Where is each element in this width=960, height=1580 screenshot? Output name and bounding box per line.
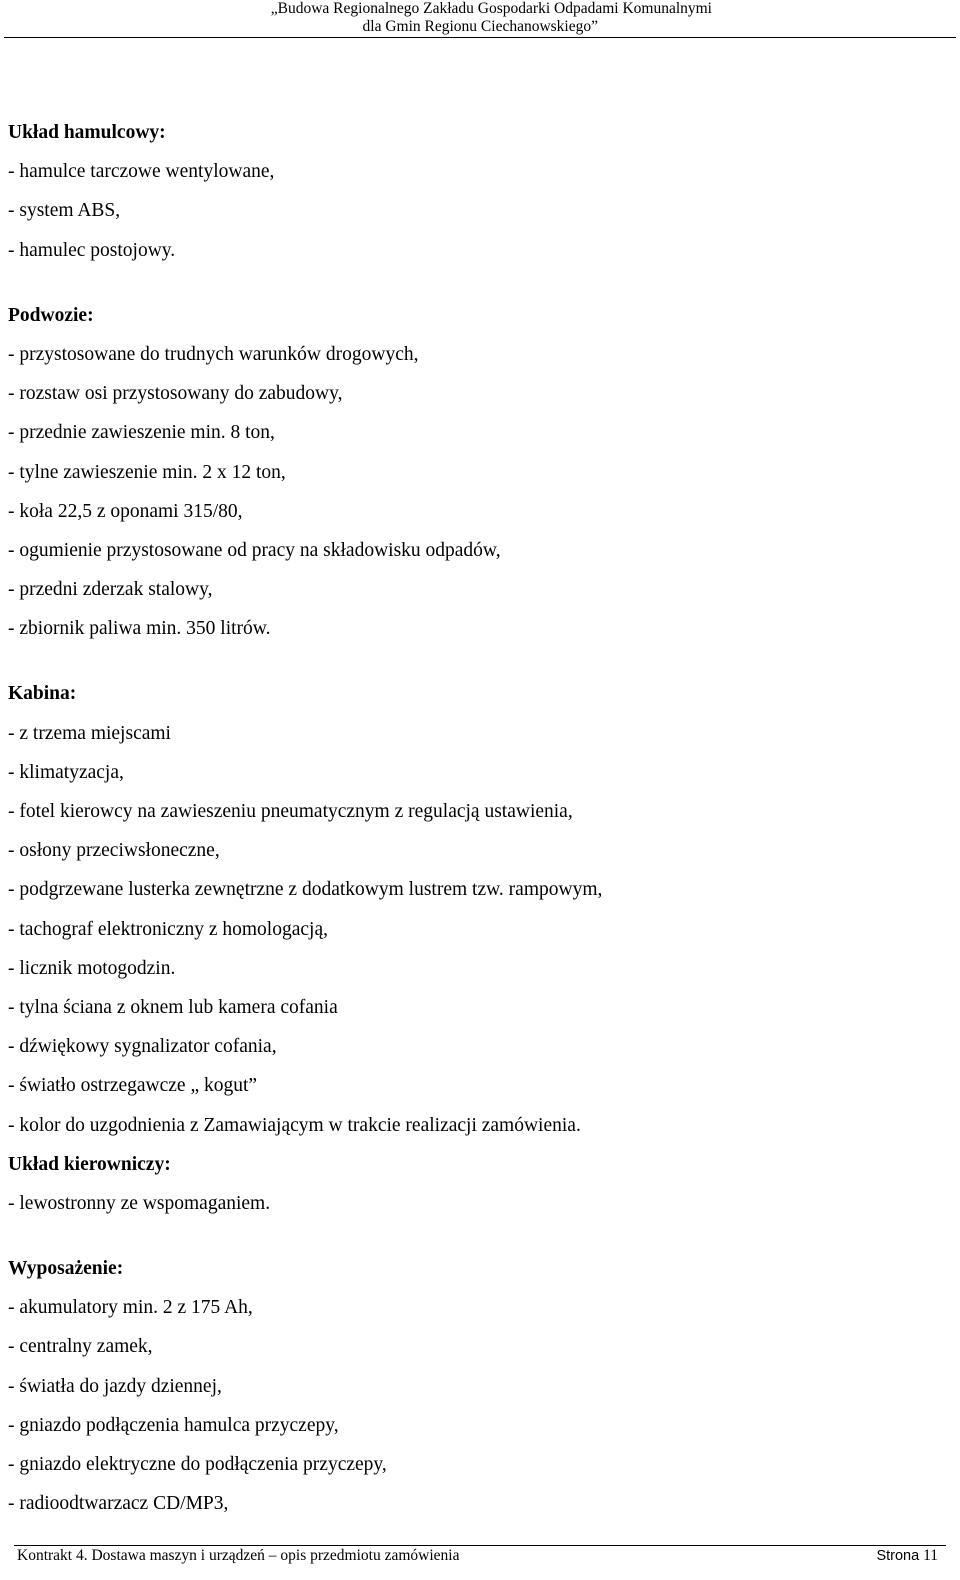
list-item: - gniazdo elektryczne do podłączenia przyczepy, xyxy=(8,1454,387,1475)
document-body xyxy=(8,113,948,1523)
list-item: - hamulce tarczowe wentylowane, xyxy=(8,161,275,183)
list-item: - centralny zamek, xyxy=(8,1336,153,1358)
list-item: - tylne zawieszenie min. 2 x 12 ton, xyxy=(8,461,286,483)
section-spacer xyxy=(8,1223,948,1249)
list-item: - zbiornik paliwa min. 350 litrów. xyxy=(8,618,271,640)
list-item: - koła 22,5 z oponami 315/80, xyxy=(8,500,243,522)
header-divider xyxy=(4,37,956,38)
list-item: - światło ostrzegawcze „ kogut” xyxy=(8,1075,258,1097)
list-item: - gniazdo podłączenia hamulca przyczepy, xyxy=(8,1414,339,1436)
list-item: - przedni zderzak stalowy, xyxy=(8,579,213,601)
page-label: Strona xyxy=(876,1548,920,1564)
list-item: - tylna ściana z oknem lub kamera cofania xyxy=(8,996,338,1018)
list-item: - system ABS, xyxy=(8,200,121,222)
section-spacer xyxy=(8,270,948,296)
list-item: - radioodtwarzacz CD/MP3, xyxy=(8,1493,229,1515)
list-item: - tachograf elektroniczny z homologacją, xyxy=(8,918,328,940)
footer-divider xyxy=(14,1545,946,1546)
list-item: - dźwiękowy sygnalizator cofania, xyxy=(8,1036,277,1058)
list-item: - przystosowane do trudnych warunków drogowych, xyxy=(8,343,419,365)
list-item: - hamulec postojowy. xyxy=(8,239,176,261)
list-item: - fotel kierowcy na zawieszeniu pneumatycznym z regulacją ustawienia, xyxy=(8,801,573,822)
list-item: - licznik motogodzin. xyxy=(8,957,176,979)
section-heading-equipment: Wyposażenie: xyxy=(8,1258,124,1280)
list-item: - podgrzewane lusterka zewnętrzne z dodatkowym lustrem tzw. rampowym, xyxy=(8,879,603,901)
header-title-line2: dla Gmin Regionu Ciechanowskiego” xyxy=(362,18,598,35)
list-item: - ogumienie przystosowane od pracy na składowisku odpadów, xyxy=(8,539,501,561)
list-item: - osłony przeciwsłoneczne, xyxy=(8,840,220,862)
list-item: - rozstaw osi przystosowany do zabudowy, xyxy=(8,383,343,405)
list-item: - z trzema miejscami xyxy=(8,722,171,744)
page-header xyxy=(0,0,960,38)
list-item: - lewostronny ze wspomaganiem. xyxy=(8,1192,271,1214)
footer-contract-title: Kontrakt 4. Dostawa maszyn i urządzeń – opis przedmiotu zamówienia xyxy=(17,1547,460,1564)
list-item: - kolor do uzgodnienia z Zamawiającym w trakcie realizacji zamówienia. xyxy=(8,1114,581,1136)
list-item: - klimatyzacja, xyxy=(8,761,124,783)
section-spacer xyxy=(8,648,948,674)
page-footer xyxy=(0,1540,960,1580)
list-item: - światła do jazdy dziennej, xyxy=(8,1375,222,1397)
page-number-value: 11 xyxy=(923,1547,938,1564)
section-heading-chassis: Podwozie: xyxy=(8,304,94,326)
header-title-line1: „Budowa Regionalnego Zakładu Gospodarki Odpadami Komunalnymi xyxy=(270,0,712,17)
page-number xyxy=(876,1547,938,1565)
list-item: - akumulatory min. 2 z 175 Ah, xyxy=(8,1297,253,1319)
section-heading-brakes: Układ hamulcowy: xyxy=(8,122,166,143)
list-item: - przednie zawieszenie min. 8 ton, xyxy=(8,422,275,444)
section-heading-steering: Układ kierowniczy: xyxy=(8,1153,171,1175)
section-heading-cabin: Kabina: xyxy=(8,683,77,705)
